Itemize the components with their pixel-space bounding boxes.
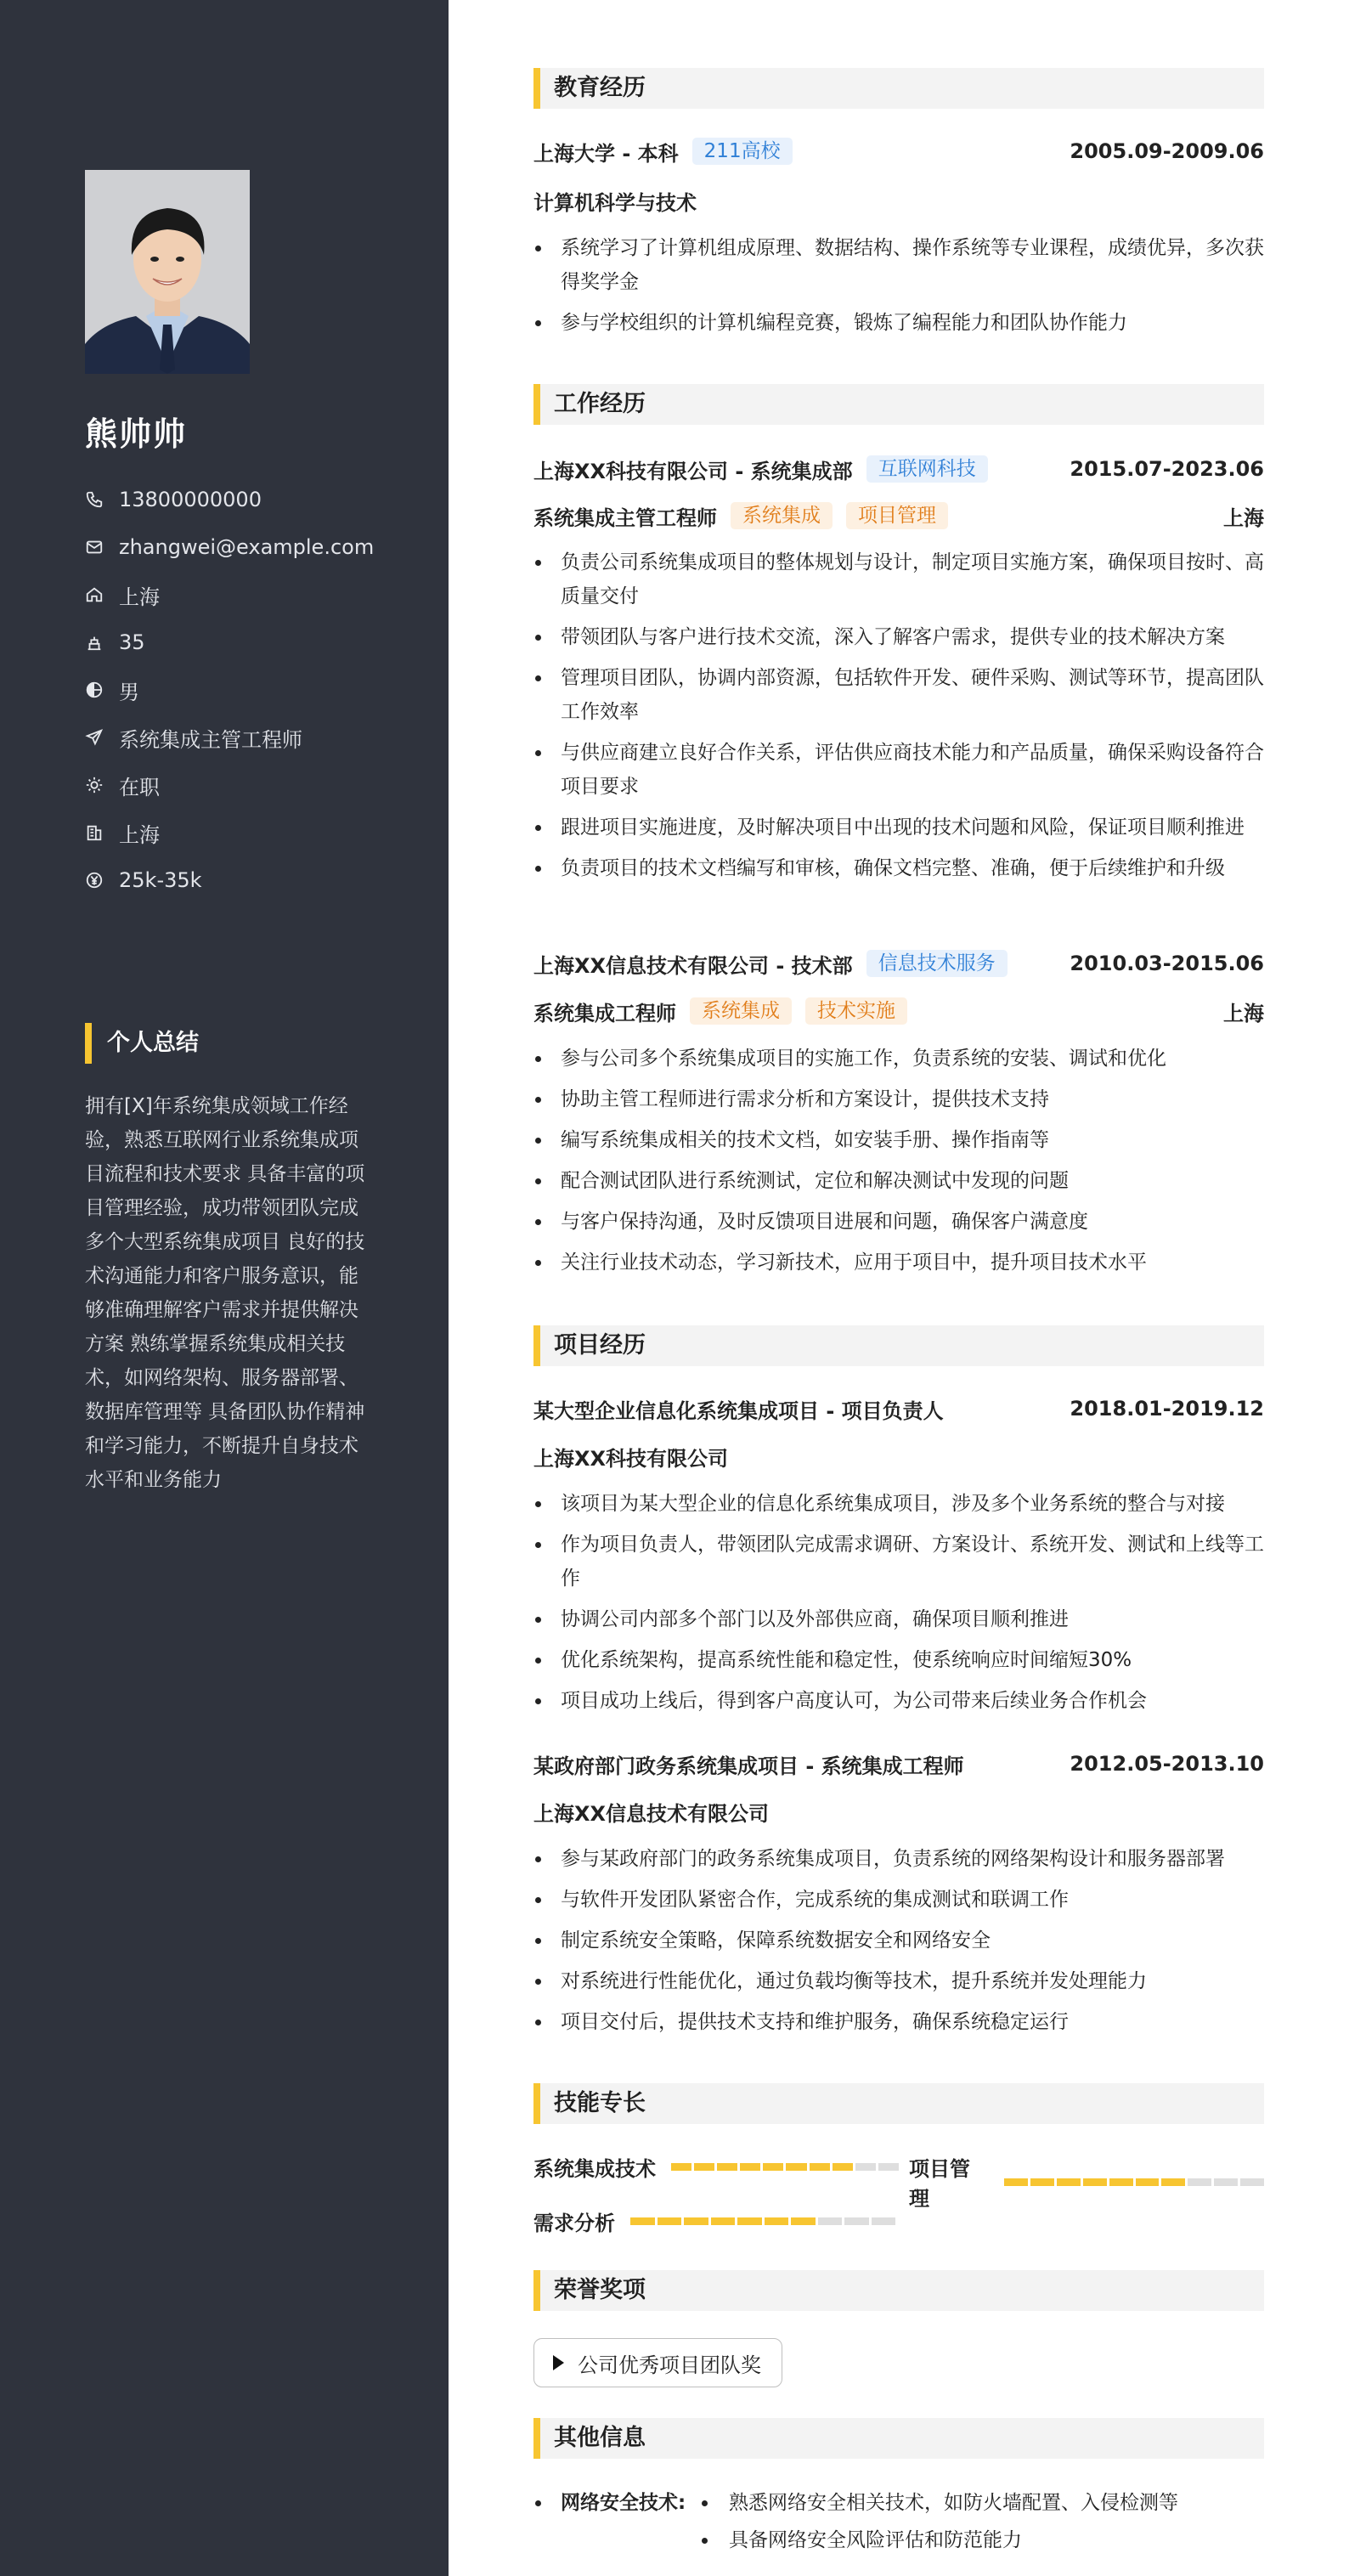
mail-icon — [85, 538, 104, 556]
other-title: 其他信息 — [533, 2418, 1264, 2459]
list-item: 与软件开发团队紧密合作，完成系统的集成测试和联调工作 — [533, 1883, 1264, 1917]
gender-text: 男 — [119, 680, 139, 704]
skill-bar-segment — [1109, 2178, 1133, 2186]
skill-bar-segment — [765, 2217, 789, 2225]
other-item: 具备网络安全风险评估和防范能力 — [729, 2529, 1022, 2551]
bullet-dot — [702, 2538, 708, 2544]
list-item: 协助主管工程师进行需求分析和方案设计，提供技术支持 — [533, 1082, 1264, 1116]
phone-icon — [85, 490, 104, 509]
sidebar — [0, 0, 449, 2576]
list-item: 对系统进行性能优化，通过负载均衡等技术，提升系统并发处理能力 — [533, 1964, 1264, 1998]
job-2-company: 上海XX信息技术有限公司 - 技术部 — [533, 953, 853, 978]
school-name: 上海大学 - 本科 — [533, 141, 679, 166]
list-item: 系统学习了计算机组成原理、数据结构、操作系统等专业课程，成绩优异，多次获得奖学金 — [533, 231, 1264, 299]
phone-text: 13800000000 — [119, 488, 262, 511]
home-icon — [85, 585, 104, 604]
skill-bar-segment — [1240, 2178, 1264, 2186]
position-row — [85, 714, 425, 761]
job-1-role: 系统集成主管工程师 — [533, 506, 717, 530]
position-text: 系统集成主管工程师 — [119, 727, 302, 752]
portrait-image — [85, 170, 250, 374]
skill-bar-segment — [878, 2163, 899, 2171]
work-title: 工作经历 — [533, 384, 1264, 425]
list-item: 协调公司内部多个部门以及外部供应商，确保项目顺利推进 — [533, 1602, 1264, 1636]
skill-bar-segment — [1161, 2178, 1185, 2186]
project-2-date: 2012.05-2013.10 — [1070, 1752, 1264, 1776]
skill-bar-segment — [818, 2217, 843, 2225]
project-1-company-row — [533, 1441, 1264, 1472]
education-title: 教育经历 — [533, 68, 1264, 109]
job-1-city: 上海 — [1223, 506, 1264, 530]
skill-bar — [1004, 2178, 1264, 2186]
status-icon — [85, 776, 104, 794]
job-1-tag: 项目管理 — [846, 502, 948, 529]
age-row — [85, 619, 425, 666]
job-2-tag: 技术实施 — [805, 997, 907, 1025]
project-1-company: 上海XX科技有限公司 — [533, 1446, 729, 1471]
education-header — [533, 136, 1264, 167]
major: 计算机科学与技术 — [533, 190, 697, 215]
list-item: 与供应商建立良好合作关系，评估供应商技术能力和产品质量，确保采购设备符合项目要求 — [533, 736, 1264, 804]
school-tag: 211高校 — [692, 138, 793, 165]
skill-bar-segment — [786, 2163, 806, 2171]
skill-bar-segment — [872, 2217, 896, 2225]
list-item: 项目交付后，提供技术支持和维护服务，确保系统稳定运行 — [533, 2005, 1264, 2039]
award-badge — [533, 2338, 782, 2387]
job-2-list — [533, 1042, 1264, 1286]
project-2-list — [533, 1842, 1264, 2046]
job-2-date: 2010.03-2015.06 — [1070, 952, 1264, 975]
age-text: 35 — [119, 630, 145, 654]
project-1-list — [533, 1487, 1264, 1725]
skills-title: 技能专长 — [533, 2083, 1264, 2124]
list-item: 作为项目负责人，带领团队完成需求调研、方案设计、系统开发、测试和上线等工作 — [533, 1528, 1264, 1596]
expected-city-row — [85, 809, 425, 856]
job-1-industry-tag: 互联网科技 — [866, 455, 988, 483]
skill-bar — [671, 2163, 899, 2171]
list-item: 带领团队与客户进行技术交流，深入了解客户需求，提供专业的技术解决方案 — [533, 620, 1264, 654]
city-row — [85, 571, 425, 619]
skill-bar-segment — [737, 2217, 762, 2225]
education-list — [533, 231, 1264, 347]
project-2-header — [533, 1748, 1264, 1779]
age-icon — [85, 633, 104, 652]
projects-title: 项目经历 — [533, 1325, 1264, 1366]
money-icon — [85, 871, 104, 890]
salary-text: 25k-35k — [119, 868, 202, 892]
skill-bar-segment — [1188, 2178, 1211, 2186]
project-1-name: 某大型企业信息化系统集成项目 - 项目负责人 — [533, 1398, 944, 1423]
list-item: 负责项目的技术文档编写和审核，确保文档完整、准确，便于后续维护和升级 — [533, 851, 1264, 885]
skill-bar-segment — [1057, 2178, 1081, 2186]
gender-row — [85, 666, 425, 714]
list-item: 优化系统架构，提高系统性能和稳定性，使系统响应时间缩短30% — [533, 1643, 1264, 1677]
list-item: 与客户保持沟通，及时反馈项目进展和问题，确保客户满意度 — [533, 1205, 1264, 1239]
skill-bar-segment — [711, 2217, 736, 2225]
job-2-industry-tag: 信息技术服务 — [866, 950, 1008, 977]
bullet-dot — [702, 2500, 708, 2506]
avatar — [85, 170, 250, 374]
skill-item — [533, 2206, 895, 2236]
job-1-company: 上海XX科技有限公司 - 系统集成部 — [533, 459, 853, 483]
honors-title: 荣誉奖项 — [533, 2270, 1264, 2311]
summary-text: 拥有[X]年系统集成领域工作经验，熟悉互联网行业系统集成项目流程和技术要求 具备丰富的项目管理经验，成功带领团队完成多个大型系统集成项目 良好的技术沟通能力和客户服务意识，能够准确理解客户需求并提供解决方案 熟练掌握系统集成相关技术，如网络架构、服务器部署、数据库管理等 具备团队协作精神和学习能力，不断提升自身技术水平和业务能力 — [85, 1095, 365, 1491]
phone-row — [85, 476, 425, 523]
job-1-header — [533, 454, 1264, 484]
project-2-name: 某政府部门政务系统集成项目 - 系统集成工程师 — [533, 1754, 964, 1778]
job-1-date: 2015.07-2023.06 — [1070, 457, 1264, 481]
list-item: 负责公司系统集成项目的整体规划与设计，制定项目实施方案，确保项目按时、高质量交付 — [533, 545, 1264, 613]
skill-bar — [630, 2217, 895, 2225]
skill-bar-segment — [1136, 2178, 1160, 2186]
skill-bar-segment — [630, 2217, 655, 2225]
list-item: 该项目为某大型企业的信息化系统集成项目，涉及多个业务系统的整合与对接 — [533, 1487, 1264, 1521]
skill-name: 项目管理 — [909, 2157, 970, 2211]
status-row — [85, 761, 425, 809]
job-1-list — [533, 545, 1264, 892]
bullet-dot — [535, 2500, 541, 2506]
skill-bar-segment — [694, 2163, 714, 2171]
skill-item — [909, 2152, 1264, 2212]
skill-bar-segment — [1214, 2178, 1238, 2186]
skill-bar-segment — [671, 2163, 691, 2171]
list-item: 编写系统集成相关的技术文档，如安装手册、操作指南等 — [533, 1123, 1264, 1157]
award-text: 公司优秀项目团队奖 — [578, 2353, 761, 2377]
expected-city-text: 上海 — [119, 822, 160, 847]
job-1-tag: 系统集成 — [731, 502, 833, 529]
skill-item — [533, 2152, 899, 2182]
city-text: 上海 — [119, 585, 160, 609]
skill-bar-segment — [763, 2163, 783, 2171]
major-row — [533, 185, 1264, 216]
email-row — [85, 523, 425, 571]
list-item: 参与某政府部门的政务系统集成项目，负责系统的网络架构设计和服务器部署 — [533, 1842, 1264, 1876]
skill-bar-segment — [833, 2163, 853, 2171]
job-2-city: 上海 — [1223, 1001, 1264, 1025]
skill-bar-segment — [1083, 2178, 1107, 2186]
skill-name: 系统集成技术 — [533, 2157, 656, 2181]
list-item: 参与学校组织的计算机编程竞赛，锻炼了编程能力和团队协作能力 — [533, 306, 1264, 340]
project-2-company: 上海XX信息技术有限公司 — [533, 1801, 770, 1826]
project-1-header — [533, 1393, 1264, 1424]
skill-bar-segment — [1030, 2178, 1054, 2186]
job-2-header — [533, 948, 1264, 979]
contact-info — [85, 476, 425, 904]
list-item: 参与公司多个系统集成项目的实施工作，负责系统的安装、调试和优化 — [533, 1042, 1264, 1076]
project-1-date: 2018.01-2019.12 — [1070, 1397, 1264, 1421]
skill-name: 需求分析 — [533, 2212, 615, 2235]
send-icon — [85, 728, 104, 747]
job-1-role-row — [533, 500, 1264, 531]
candidate-name: 熊帅帅 — [85, 415, 188, 453]
skill-bar-segment — [810, 2163, 830, 2171]
list-item: 跟进项目实施进度，及时解决项目中出现的技术问题和风险，保证项目顺利推进 — [533, 811, 1264, 845]
project-2-company-row — [533, 1796, 1264, 1827]
list-item: 配合测试团队进行系统测试，定位和解决测试中发现的问题 — [533, 1164, 1264, 1198]
education-date: 2005.09-2009.06 — [1070, 139, 1264, 163]
other-label: 网络安全技术: — [561, 2492, 686, 2514]
job-2-role: 系统集成工程师 — [533, 1001, 676, 1025]
email-text: zhangwei@example.com — [119, 535, 375, 559]
salary-row — [85, 856, 425, 904]
skill-bar-segment — [791, 2217, 816, 2225]
skill-bar-segment — [844, 2217, 869, 2225]
list-item: 项目成功上线后，得到客户高度认可，为公司带来后续业务合作机会 — [533, 1684, 1264, 1718]
skill-bar-segment — [684, 2217, 708, 2225]
list-item: 管理项目团队，协调内部资源，包括软件开发、硬件采购、测试等环节，提高团队工作效率 — [533, 661, 1264, 729]
summary-title: 个人总结 — [85, 1023, 199, 1064]
skill-bar-segment — [717, 2163, 737, 2171]
job-2-tag: 系统集成 — [690, 997, 792, 1025]
skill-bar-segment — [1004, 2178, 1028, 2186]
job-2-role-row — [533, 996, 1264, 1026]
skill-bar-segment — [658, 2217, 682, 2225]
status-text: 在职 — [119, 775, 160, 799]
building-icon — [85, 823, 104, 842]
skill-bar-segment — [740, 2163, 760, 2171]
skill-bar-segment — [855, 2163, 876, 2171]
gender-icon — [85, 681, 104, 699]
list-item: 制定系统安全策略，保障系统数据安全和网络安全 — [533, 1924, 1264, 1957]
list-item: 关注行业技术动态，学习新技术，应用于项目中，提升项目技术水平 — [533, 1246, 1264, 1280]
other-item: 熟悉网络安全相关技术，如防火墙配置、入侵检测等 — [729, 2492, 1178, 2514]
play-icon — [553, 2355, 564, 2370]
